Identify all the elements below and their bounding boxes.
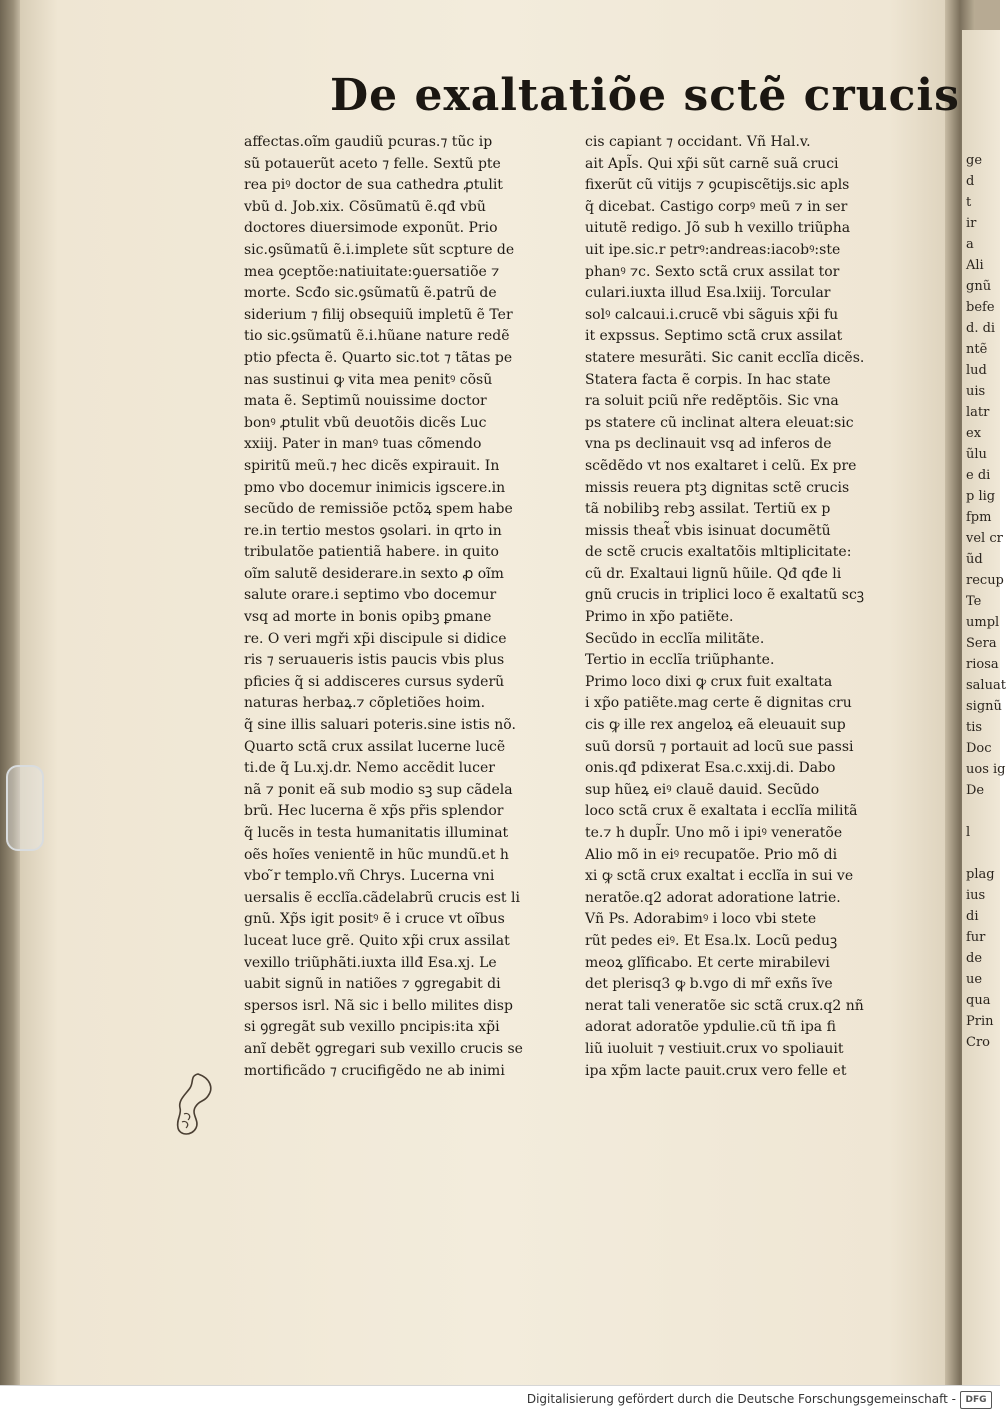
- text-line: mea ꝯceptõe:natiuitate:ꝯuersatiõe ⁊: [244, 263, 500, 280]
- text-line: siderium ⁊ filij obsequiũ impletũ ẽ Ter: [244, 306, 513, 323]
- text-line: uersalis ẽ ecclĩa.cãdelabrũ crucis est li: [244, 889, 520, 906]
- running-head: De exaltatiõe sctẽ crucis: [330, 70, 960, 121]
- text-line: ipa xp̃m lacte pauit.crux vero felle et: [585, 1062, 847, 1079]
- margin-fragment: ge: [966, 153, 983, 168]
- margin-fragment: uos ig: [966, 762, 1006, 777]
- margin-fragment: t: [966, 195, 972, 210]
- margin-fragment: di: [966, 909, 979, 924]
- text-line: culari.iuxta illud Esa.lxiij. Torcular: [585, 285, 831, 302]
- text-line: fixerũt cũ vitijs ⁊ ꝯcupiscẽtijs.sic apls: [585, 177, 850, 194]
- margin-fragment: e di: [966, 468, 991, 483]
- text-line: vbũ d. Job.xix. Cõsũmatũ ẽ.qđ vbũ: [244, 198, 486, 215]
- margin-fragment: d. di: [966, 321, 996, 336]
- text-line: solꝰ calcaui.i.crucẽ vbi sãguis xp̃i fu: [585, 306, 839, 323]
- text-line: cũ dr. Exaltaui lignũ hũile. Qđ qđe li: [585, 565, 842, 582]
- text-line: det plerisq3 ꝙ b.vgo di mr̃ exñs ĩve: [585, 976, 833, 993]
- margin-fragment: vel cr: [966, 531, 1003, 546]
- text-line: secũdo de remissiõe pctõꝝ spem habe: [244, 501, 513, 518]
- text-line: cis capiant ⁊ occidant. Vñ Hal.v.: [585, 134, 811, 150]
- text-line: phanꝰ ⁊c. Sexto sctã crux assilat tor: [585, 263, 840, 280]
- text-line: ps statere cũ inclinat altera eleuat:sic: [585, 414, 854, 431]
- margin-fragment: ius: [966, 888, 986, 903]
- margin-fragment: qua: [966, 993, 991, 1008]
- text-line: morte. Scđo sic.ꝯsũmatũ ẽ.patrũ de: [244, 285, 497, 302]
- text-line: gnũ crucis in triplici loco ẽ exaltatũ scꝫ: [585, 587, 864, 604]
- margin-fragment: umpl: [966, 615, 1000, 630]
- text-line: re.in tertio mestos ꝯsolari. in qrto in: [244, 522, 502, 539]
- text-line: ait Apl̃s. Qui xp̃i sũt carnẽ suã cruci: [585, 155, 839, 172]
- text-line: anĩ debẽt ꝯgregari sub vexillo crucis se: [244, 1040, 523, 1057]
- text-line: statere mesurãti. Sic canit ecclĩa dicẽs.: [585, 349, 865, 366]
- margin-fragment: ũd: [966, 552, 983, 567]
- text-line: Primo in xp̃o patiẽte.: [585, 609, 734, 626]
- text-line: cis ꝙ ille rex angeloꝝ eã eleuauit sup: [585, 717, 846, 734]
- text-line: salute orare.i septimo vbo docemur: [244, 587, 497, 604]
- text-line: Primo loco dixi ꝙ crux fuit exaltata: [585, 673, 833, 690]
- margin-fragment: tis: [966, 720, 983, 735]
- book-spine: [0, 0, 22, 1385]
- margin-fragment: ue: [966, 972, 983, 987]
- margin-fragment: de: [966, 951, 983, 966]
- text-line: oẽs hoĩes venientẽ in hũc mundũ.et h: [244, 846, 509, 863]
- text-line: spiritũ meũ.⁊ hec dicẽs expirauit. In: [244, 457, 500, 474]
- text-line: Tertio in ecclĩa triũphante.: [585, 652, 775, 669]
- margin-fragment: d: [966, 174, 975, 189]
- text-line: rea piꝰ doctor de sua cathedra ꝓtulit: [244, 177, 503, 194]
- margin-fragment: fur: [966, 930, 986, 945]
- margin-fragment: signũ: [966, 699, 1002, 714]
- text-line: vexillo triũphãti.iuxta illđ Esa.xj. Le: [244, 954, 497, 971]
- margin-fragment: gnũ: [966, 279, 992, 294]
- text-line: tã nobilibꝫ rebꝫ assilat. Tertiũ ex p: [585, 501, 831, 518]
- text-line: luceat luce grẽ. Quito xp̃i crux assilat: [244, 932, 510, 949]
- margin-fragment: riosa: [966, 657, 999, 672]
- text-line: meoꝝ glĩficabo. Et certe mirabilevi: [585, 954, 830, 971]
- text-line: nã ⁊ ponit eã sub modio sꝫ sup cãdela: [244, 781, 513, 798]
- margin-fragment: ex: [966, 426, 982, 441]
- text-line: sũ potauerũt aceto ⁊ felle. Sextũ pte: [244, 155, 501, 172]
- margin-fragment: a: [966, 237, 974, 252]
- margin-fragment: Sera: [966, 636, 997, 651]
- text-line: suũ dorsũ ⁊ portauit ad locũ sue passi: [585, 738, 854, 755]
- text-line: nas sustinui ꝙ vita mea penitꝰ cõsũ: [244, 371, 493, 388]
- margin-fragment: plag: [966, 867, 995, 882]
- margin-fragment: Ali: [966, 258, 984, 273]
- text-line: uabit signũ in natiões ⁊ ꝯgregabit di: [244, 976, 501, 993]
- text-line: de sctẽ crucis exaltatõis mltiplicitate:: [585, 544, 852, 561]
- text-line: loco sctã crux ẽ exaltata i ecclĩa militã: [585, 803, 858, 820]
- text-line: uit ipe.sic.r petrꝰ:andreas:iacobꝰ:ste: [585, 241, 841, 258]
- text-line: Alio mõ in eiꝰ recupatõe. Prio mõ di: [585, 846, 838, 863]
- margin-fragment: [966, 843, 1000, 864]
- left-text-column: [244, 132, 564, 1082]
- margin-fragment: p lig: [966, 489, 996, 504]
- text-line: scẽdẽdo vt nos exaltaret i celũ. Ex pre: [585, 457, 857, 474]
- text-line: naturas herbaꝝ.⁊ cõpletiões hoim.: [244, 695, 486, 712]
- text-line: mortificãdo ⁊ crucifigẽdo ne ab inimi: [244, 1062, 505, 1079]
- text-line: pficies q̃ si addisceres cursus syderũ: [244, 673, 505, 690]
- right-text-column: [585, 132, 915, 1082]
- text-line: Vñ Ps. Adorabimꝰ i loco vbi stete: [585, 911, 817, 928]
- text-line: doctores diuersimode exponũt. Prio: [244, 220, 498, 237]
- text-line: ptio pfecta ẽ. Quarto sic.tot ⁊ tãtas pe: [244, 349, 513, 366]
- text-line: missis theat̃ vbis isinuat documẽtũ: [585, 522, 831, 539]
- margin-fragment: fpm: [966, 510, 992, 525]
- margin-fragment: [966, 801, 1000, 822]
- page-clip: [6, 765, 44, 851]
- text-line: vbo ̃r templo.vñ Chrys. Lucerna vni: [244, 868, 495, 885]
- text-line: affectas.oĩm gaudiũ pcuras.⁊ tũc ip: [244, 134, 493, 150]
- margin-fragment: Doc: [966, 741, 992, 756]
- margin-fragment: ntẽ: [966, 342, 988, 357]
- margin-fragment: latr: [966, 405, 990, 420]
- text-line: uitutẽ redigo. Jõ sub h vexillo triũpha: [585, 220, 851, 237]
- text-line: sup hũeꝝ eiꝰ clauẽ dauid. Secũdo: [585, 781, 820, 798]
- text-line: i xp̃o patiẽte.mag certe ẽ dignitas cru: [585, 695, 852, 712]
- text-line: sic.ꝯsũmatũ ẽ.i.implete sũt scpture de: [244, 241, 515, 258]
- text-line: xxiij. Pater in manꝰ tuas cõmendo: [244, 436, 482, 453]
- text-line: it expssus. Septimo sctã crux assilat: [585, 328, 843, 345]
- text-line: brũ. Hec lucerna ẽ xp̃s pr̃is splendor: [244, 803, 504, 820]
- margin-fragment: De: [966, 783, 985, 798]
- text-line: gnũ. Xp̃s igit positꝰ ẽ i cruce vt oĩbus: [244, 911, 505, 928]
- text-line: neratõe.q2 adorat adoratione latrie.: [585, 889, 841, 906]
- text-line: bonꝰ ꝓtulit vbũ deuotõis dicẽs Luc: [244, 414, 487, 431]
- margin-fragment: Prin: [966, 1014, 994, 1029]
- text-line: mata ẽ. Septimũ nouissime doctor: [244, 393, 487, 410]
- text-line: adorat adoratõe ypdulie.cũ tñ ipa fi: [585, 1019, 836, 1036]
- text-line: liũ iuoluit ⁊ vestiuit.crux vo spoliauit: [585, 1040, 844, 1057]
- text-line: rũt pedes eiꝰ. Et Esa.lx. Locũ peduꝫ: [585, 932, 838, 949]
- right-page-margin-text: [966, 150, 1006, 1053]
- dfg-logo: DFG: [960, 1391, 992, 1409]
- margin-fragment: recup: [966, 573, 1004, 588]
- text-line: Statera facta ẽ corpis. In hac state: [585, 371, 831, 388]
- margin-fragment: ir: [966, 216, 977, 231]
- text-line: missis reuera ptꝫ dignitas sctẽ crucis: [585, 479, 850, 496]
- margin-fragment: lud: [966, 363, 987, 378]
- text-line: si ꝯgregãt sub vexillo pncipis:ita xp̃i: [244, 1019, 500, 1036]
- manicule-drawing: [170, 1070, 220, 1150]
- margin-fragment: befe: [966, 300, 995, 315]
- text-line: q̃ lucẽs in testa humanitatis illuminat: [244, 825, 509, 841]
- text-line: Secũdo in ecclĩa militãte.: [585, 630, 765, 647]
- text-line: spersos isrl. Nã sic i bello milites disp: [244, 997, 513, 1014]
- margin-fragment: Cro: [966, 1035, 990, 1050]
- funding-credit: Digitalisierung gefördert durch die Deutsche Forschungsgemeinschaft -: [526, 1392, 956, 1406]
- margin-fragment: saluat: [966, 678, 1006, 693]
- text-line: te.⁊ h dupl̃r. Uno mõ i ipiꝰ veneratõe: [585, 825, 843, 841]
- text-line: pmo vbo docemur inimicis igscere.in: [244, 479, 506, 496]
- text-line: vsq ad morte in bonis opibꝫ ꝑmane: [244, 609, 492, 626]
- text-line: ris ⁊ seruaueris istis paucis vbis plus: [244, 652, 505, 669]
- text-line: re. O veri mgři xp̃i discipule si didice: [244, 630, 507, 647]
- text-line: oĩm salutẽ desiderare.in sexto ꝓ oĩm: [244, 565, 504, 582]
- margin-fragment: l: [966, 825, 971, 840]
- text-line: vna ps declinauit vsq ad inferos de: [585, 436, 832, 453]
- text-line: xi ꝙ sctã crux exaltat i ecclĩa in sui ve: [585, 868, 854, 885]
- margin-fragment: Te: [966, 594, 982, 609]
- text-line: ti.de q̃ Lu.xj.dr. Nemo accẽdit lucer: [244, 760, 495, 777]
- text-line: tio sic.ꝯsũmatũ ẽ.i.hũane nature redẽ: [244, 328, 510, 345]
- text-line: q̃ dicebat. Castigo corpꝰ meũ ⁊ in ser: [585, 198, 848, 215]
- margin-fragment: ũlu: [966, 447, 987, 462]
- text-line: tribulatõe patientiã habere. in quito: [244, 544, 499, 561]
- text-line: ra soluit pciũ nr̃e redẽptõis. Sic vna: [585, 393, 839, 410]
- footer-bar: [0, 1385, 1000, 1412]
- text-line: nerat tali veneratõe sic sctã crux.q2 nñ: [585, 997, 864, 1014]
- margin-fragment: uis: [966, 384, 986, 399]
- text-line: onis.qđ pdixerat Esa.c.xxij.di. Dabo: [585, 760, 836, 777]
- text-line: q̃ sine illis saluari poteris.sine istis nõ.: [244, 717, 516, 734]
- text-line: Quarto sctã crux assilat lucerne lucẽ: [244, 738, 506, 755]
